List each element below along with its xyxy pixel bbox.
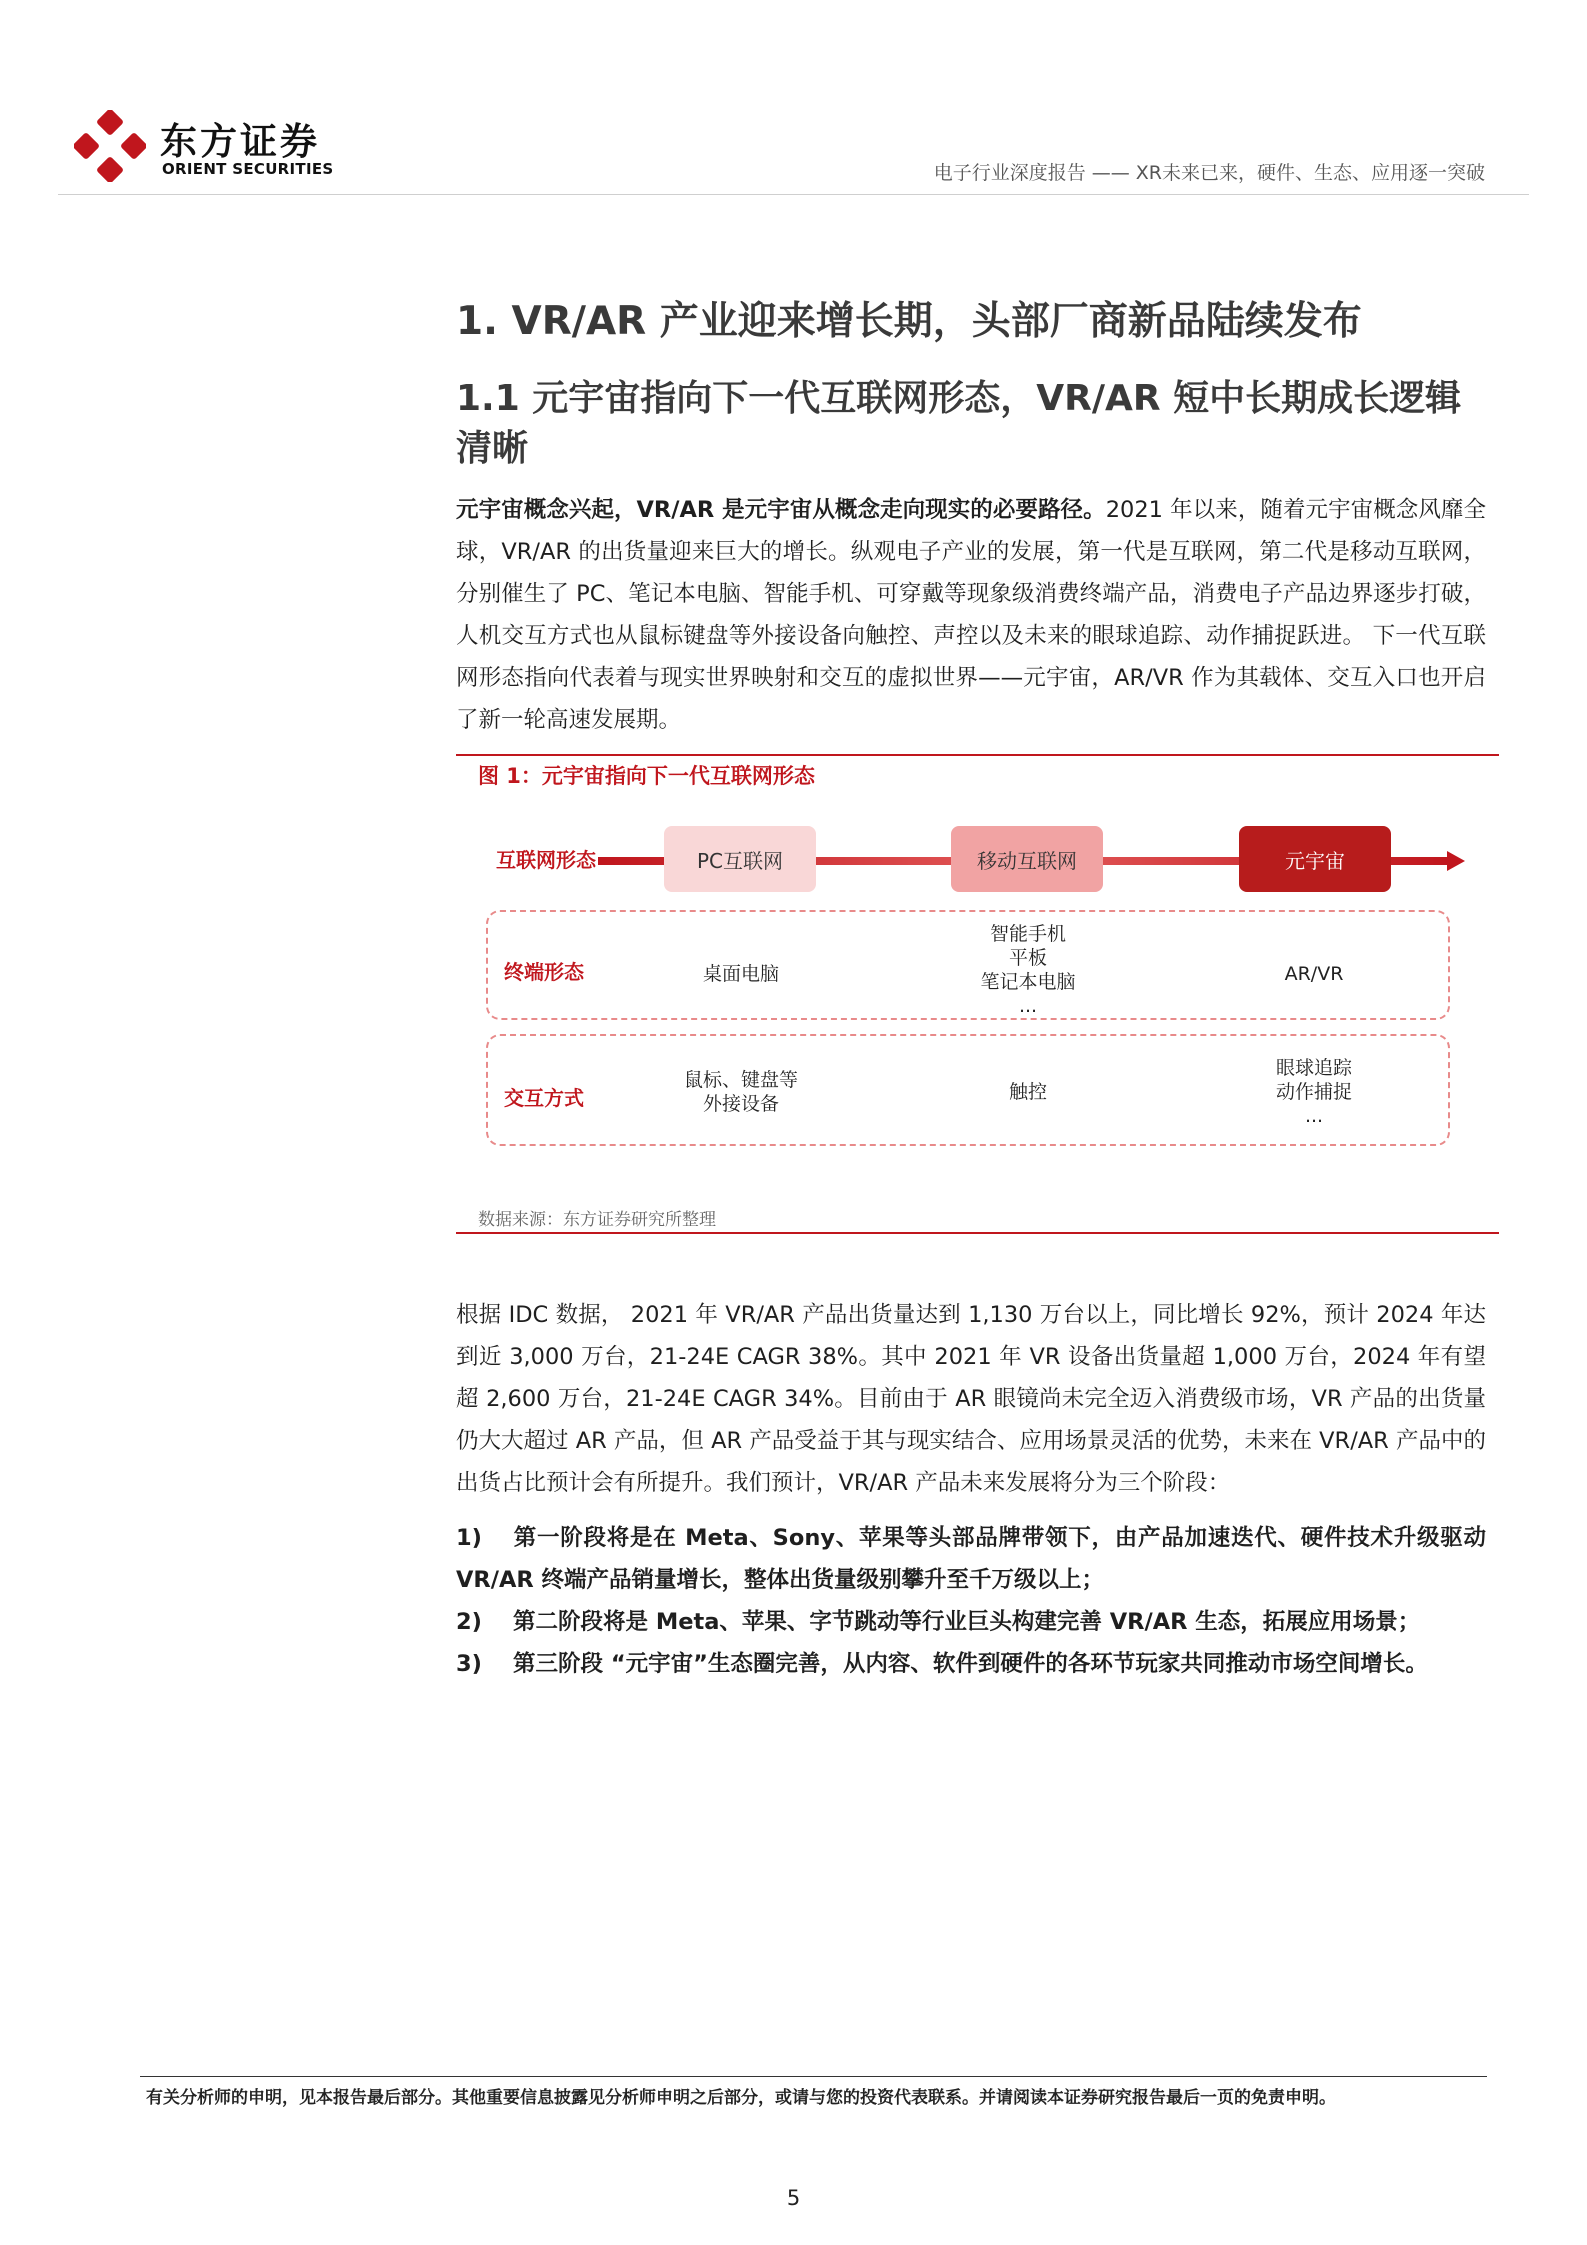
subsection-heading: 1.1 元宇宙指向下一代互联网形态，VR/AR 短中长期成长逻辑清晰 (456, 378, 1462, 469)
terminal-mobile-item: ... (1018, 995, 1038, 1017)
terminal-metaverse-item: AR/VR (1284, 963, 1344, 985)
interaction-mobile (928, 1080, 1128, 1104)
figure-top-rule (456, 754, 1499, 756)
interaction-pc-item: 鼠标、键盘等 (683, 1069, 798, 1091)
interaction-metaverse-item: 动作捕捉 (1275, 1081, 1352, 1103)
report-title: 电子行业深度报告 —— XR未来已来，硬件、生态、应用逐一突破 (933, 162, 1485, 184)
intro-body: 2021 年以来，随着元宇宙概念风靡全球，VR/AR 的出货量迎来巨大的增长。纵观电子产业的发展，第一代是互联网，第二代是移动互联网，分别催生了 PC、笔记本电脑、智能手机、可穿戴等现象级消费终端产品，消费电子产品边界逐步打破，人机交互方式也从鼠标键盘等外接设备向触控、声控以及未来的眼球追踪、动作捕捉跃进。 下一代互联网形态指向代表着与现实世界映射和交互的虚拟世界——元宇宙，AR/VR 作为其载体、交互入口也开启了新一轮高速发展期。 (456, 497, 1486, 733)
row-label-internet: 互联网形态 (496, 848, 596, 872)
row-label-interaction: 交互方式 (504, 1086, 584, 1110)
header-divider (58, 194, 1529, 195)
list-item (456, 1643, 1486, 1685)
intro-paragraph (456, 489, 1486, 741)
figure-source: 数据来源：东方证券研究所整理 (478, 1210, 716, 1230)
interaction-metaverse (1214, 1056, 1414, 1128)
interaction-pc (641, 1068, 841, 1116)
list-text: 第一阶段将是在 Meta、Sony、苹果等头部品牌带领下，由产品加速迭代、硬件技术升级驱动 VR/AR 终端产品销量增长，整体出货量级别攀升至千万级以上； (456, 1525, 1486, 1593)
terminal-mobile (928, 922, 1128, 1018)
terminal-metaverse (1214, 962, 1414, 986)
logo-cn-text: 东方证券 (160, 120, 320, 163)
orient-securities-logo-icon (74, 110, 146, 182)
list-number: 3) (456, 1651, 482, 1677)
section-heading: 1. VR/AR 产业迎来增长期，头部厂商新品陆续发布 (456, 299, 1362, 344)
row-label-terminal: 终端形态 (504, 960, 584, 984)
arrow-head-icon (1447, 851, 1465, 871)
figure-bottom-rule (456, 1232, 1499, 1234)
interaction-metaverse-item: 眼球追踪 (1275, 1057, 1352, 1079)
terminal-mobile-item: 平板 (1008, 947, 1047, 969)
list-text: 第三阶段 “元宇宙”生态圈完善，从内容、软件到硬件的各环节玩家共同推动市场空间增长。 (513, 1651, 1428, 1677)
footer-divider (140, 2076, 1487, 2077)
interaction-mobile-item: 触控 (1008, 1081, 1047, 1103)
terminal-mobile-item: 笔记本电脑 (980, 971, 1076, 993)
logo-en-text: ORIENT SECURITIES (162, 160, 334, 178)
terminal-mobile-item: 智能手机 (989, 923, 1066, 945)
interaction-pc-item: 外接设备 (702, 1093, 779, 1115)
stage-pc-internet: PC互联网 (664, 826, 816, 892)
intro-lead: 元宇宙概念兴起，VR/AR 是元宇宙从概念走向现实的必要路径。 (456, 497, 1106, 523)
list-item (456, 1517, 1486, 1601)
list-text: 第二阶段将是 Meta、苹果、字节跳动等行业巨头构建完善 VR/AR 生态，拓展应用场景； (513, 1609, 1421, 1635)
terminal-pc-item: 桌面电脑 (702, 963, 779, 985)
stage-metaverse: 元宇宙 (1239, 826, 1391, 892)
list-item (456, 1601, 1486, 1643)
figure-title: 图 1：元宇宙指向下一代互联网形态 (478, 764, 815, 788)
list-number: 2) (456, 1609, 482, 1635)
list-number: 1) (456, 1525, 482, 1551)
stage-mobile-internet: 移动互联网 (951, 826, 1103, 892)
footer-disclaimer: 有关分析师的申明，见本报告最后部分。其他重要信息披露见分析师申明之后部分，或请与您的投资代表联系。并请阅读本证券研究报告最后一页的免责申明。 (146, 2088, 1336, 2108)
interaction-metaverse-item: ... (1304, 1105, 1324, 1127)
idc-paragraph: 根据 IDC 数据， 2021 年 VR/AR 产品出货量达到 1,130 万台以上，同比增长 92%，预计 2024 年达到近 3,000 万台，21-24E CAGR 38%。其中 2021 年 VR 设备出货量超 1,000 万台，2024 年有望超 2,600 万台，21-24E CAGR 34%。目前由于 AR 眼镜尚未完全迈入消费级市场，VR 产品的出货量仍大大超过 AR 产品，但 AR 产品受益于其与现实结合、应用场景灵活的优势，未来在 VR/AR 产品中的出货占比预计会有所提升。我们预计，VR/AR 产品未来发展将分为三个阶段： (456, 1302, 1486, 1496)
terminal-pc (641, 962, 841, 986)
page-number: 5 (786, 2186, 801, 2210)
